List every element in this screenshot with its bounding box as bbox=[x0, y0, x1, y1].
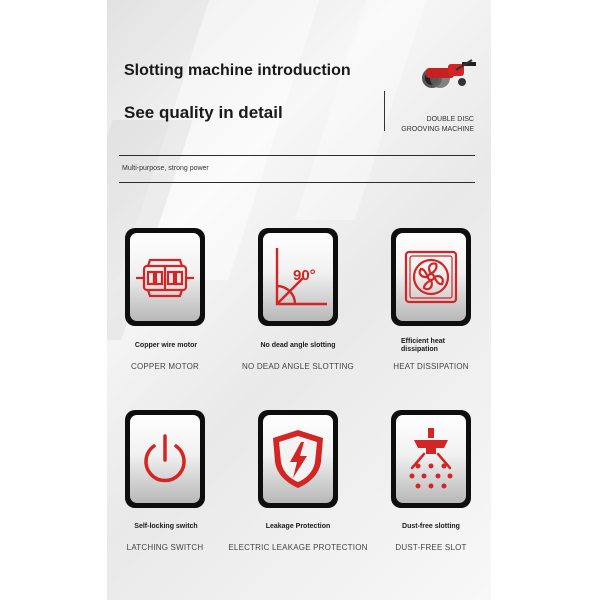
feature-card-leakage-protection bbox=[258, 410, 338, 508]
shield-lightning-icon bbox=[263, 424, 333, 494]
motor-icon bbox=[130, 242, 200, 312]
feature-caption-6: Dust-free slotting bbox=[402, 523, 460, 530]
feature-label-6: DUST-FREE SLOT bbox=[395, 543, 467, 552]
feature-card-heat-dissipation bbox=[391, 228, 471, 326]
grooving-machine-image bbox=[412, 56, 478, 92]
power-icon bbox=[130, 424, 200, 494]
page-subtitle: See quality in detail bbox=[124, 103, 283, 122]
angle-90-icon bbox=[263, 242, 333, 312]
sprinkler-icon bbox=[396, 424, 466, 494]
page-title: Slotting machine introduction bbox=[124, 62, 351, 79]
feature-label-3: HEAT DISSIPATION bbox=[393, 362, 469, 371]
feature-label-4: LATCHING SWITCH bbox=[126, 543, 204, 552]
model-name: DOUBLE DISC GROOVING MACHINE bbox=[401, 116, 474, 133]
divider-vertical bbox=[384, 91, 385, 131]
feature-card-no-dead-angle bbox=[258, 228, 338, 326]
divider-bottom bbox=[119, 182, 475, 183]
fan-icon bbox=[396, 242, 466, 312]
svg-text:90°: 90° bbox=[293, 267, 316, 284]
feature-card-latching-switch bbox=[125, 410, 205, 508]
feature-card-copper-motor bbox=[125, 228, 205, 326]
feature-card-dust-free bbox=[391, 410, 471, 508]
feature-label-2: NO DEAD ANGLE SLOTTING bbox=[242, 362, 354, 371]
feature-caption-2: No dead angle slotting bbox=[260, 342, 336, 349]
feature-caption-1: Copper wire motor bbox=[134, 342, 198, 349]
feature-caption-5: Leakage Protection bbox=[265, 523, 331, 530]
feature-caption-3: Efficient heat dissipation bbox=[401, 338, 445, 353]
feature-label-5: ELECTRIC LEAKAGE PROTECTION bbox=[228, 543, 368, 552]
divider-top bbox=[119, 155, 475, 156]
tagline: Multi-purpose, strong power bbox=[122, 165, 209, 172]
feature-caption-4: Self-locking switch bbox=[134, 523, 198, 530]
feature-label-1: COPPER MOTOR bbox=[130, 362, 200, 371]
